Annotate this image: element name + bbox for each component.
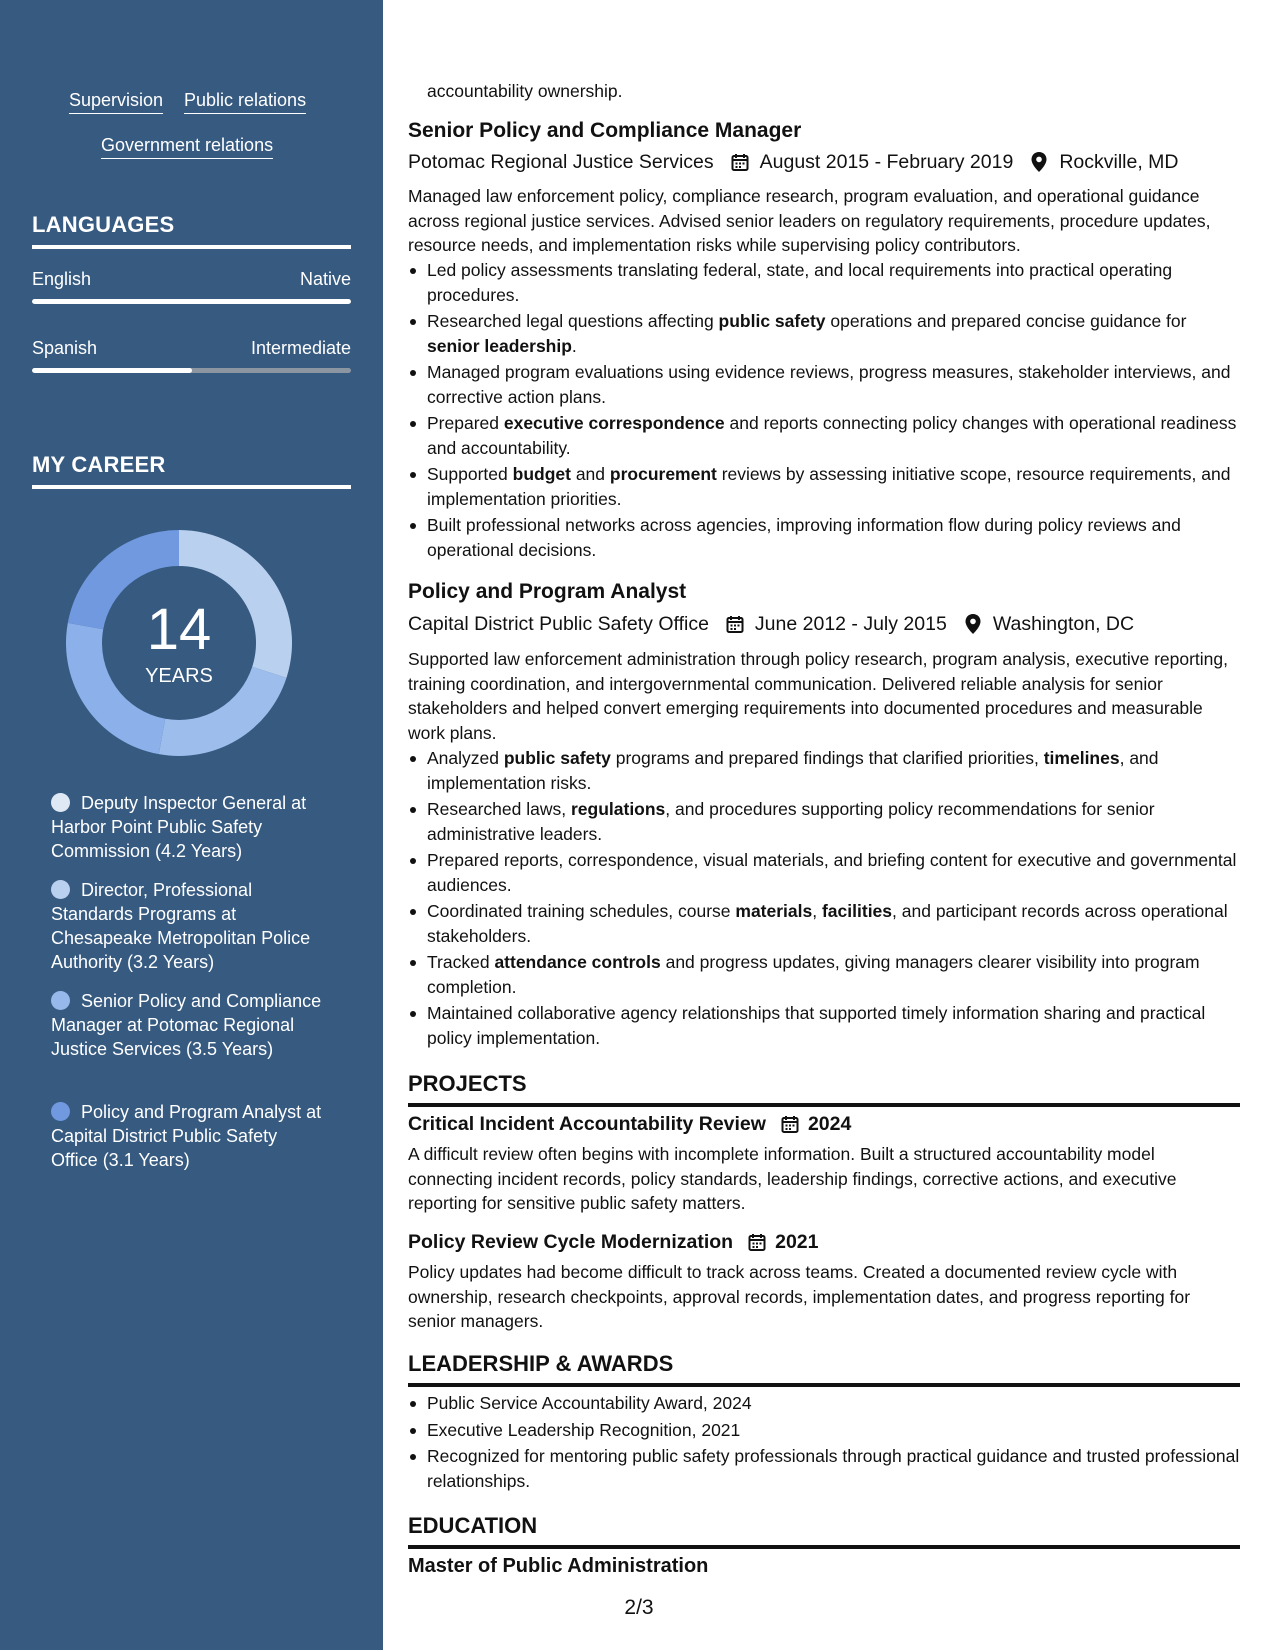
job-bullet — [408, 899, 1240, 948]
bullet-text: Researched legal questions affecting — [427, 311, 719, 331]
sidebar — [0, 0, 383, 1650]
bullet-text: Tracked — [427, 952, 495, 972]
job-dates: August 2015 - February 2019 — [759, 151, 1014, 173]
education-heading: EDUCATION — [408, 1513, 1240, 1549]
project-name: Critical Incident Accountability Review — [408, 1113, 766, 1135]
bullet-text: reviews by assessing initiative scope, resource requirements, and implementation priorities. — [427, 464, 1231, 509]
bullet-text: programs and prepared findings that clarified priorities, — [610, 748, 1044, 768]
bullet-text: and reports connecting policy changes with operational readiness and accountability. — [427, 413, 1237, 458]
project-year: 2024 — [807, 1113, 852, 1135]
career-item-text: Deputy Inspector General at Harbor Point Public Safety Commission (4.2 Years) — [51, 793, 307, 861]
job-summary: Supported law enforcement administration through policy research, program analysis, executive reporting, training coordination, and intergovernmental communication. Delivered reliable analysis for senior stakeholders and helped convert emerging requirements into documented procedures and measurable work plans. — [408, 649, 1229, 743]
bullet-text: Prepared — [427, 413, 504, 433]
calendar-icon — [778, 1112, 802, 1136]
bullet-bold-text: public safety — [718, 311, 826, 331]
language-level: Intermediate — [250, 338, 351, 358]
bullet-text: , and procedures supporting policy recommendations for senior administrative leaders. — [427, 799, 1155, 844]
career-item — [51, 878, 326, 974]
job-location: Rockville, MD — [1059, 151, 1179, 173]
career-years-number: 14 — [146, 597, 212, 662]
project-title — [408, 1111, 851, 1137]
skill-government-relations[interactable]: Government relations — [101, 134, 273, 159]
language-name: Spanish — [32, 338, 98, 358]
bullet-text: Built professional networks across agencies, improving information flow during policy reviews and operational decisions. — [427, 515, 1181, 560]
job-location: Washington, DC — [992, 613, 1135, 635]
career-item-text: Director, Professional Standards Programs at Chesapeake Metropolitan Police Authority (3.2 Years) — [51, 880, 311, 972]
languages-heading: LANGUAGES — [32, 212, 351, 249]
page-number: 2/3 — [624, 1596, 654, 1619]
career-item — [51, 791, 326, 863]
bullet-text: , and implementation risks. — [427, 748, 1159, 793]
career-item-text: Senior Policy and Compliance Manager at Potomac Regional Justice Services (3.5 Years) — [51, 991, 322, 1059]
career-dot — [51, 793, 70, 812]
calendar-icon — [745, 1230, 769, 1254]
bullet-bold-text: executive correspondence — [503, 413, 725, 433]
projects-heading: PROJECTS — [408, 1071, 1240, 1107]
bullet-text: Managed program evaluations using evidence reviews, progress measures, stakeholder interviews, and corrective action plans. — [427, 362, 1231, 407]
career-dot — [51, 991, 70, 1010]
map-pin-icon — [1027, 150, 1051, 174]
career-item-text: Policy and Program Analyst at Capital District Public Safety Office (3.1 Years) — [51, 1102, 322, 1170]
job-title: Policy and Program Analyst — [408, 580, 687, 603]
bullet-bold-text: facilities — [821, 901, 893, 921]
skill-public-relations[interactable]: Public relations — [184, 89, 306, 114]
job-bullet — [408, 746, 1240, 795]
job-bullet — [408, 797, 1240, 846]
bullet-bold-text: procurement — [609, 464, 717, 484]
job-bullet — [408, 950, 1240, 999]
bullet-bold-text: materials — [735, 901, 813, 921]
job-bullet — [408, 462, 1240, 511]
carryover-text: accountability ownership. — [427, 81, 623, 101]
award-item: Public Service Accountability Award, 2024 — [408, 1391, 1240, 1416]
language-spanish-bar — [32, 368, 351, 373]
job-title: Senior Policy and Compliance Manager — [408, 119, 802, 142]
language-spanish-fill — [32, 368, 192, 373]
bullet-text: , — [812, 901, 822, 921]
calendar-icon — [723, 612, 747, 636]
job-bullet — [408, 258, 1240, 307]
career-item — [51, 989, 326, 1061]
language-english-bar — [32, 299, 351, 304]
job-company: Capital District Public Safety Office — [408, 613, 709, 635]
job-bullet — [408, 1001, 1240, 1050]
job-bullets — [408, 258, 1240, 564]
project-description: Policy updates had become difficult to track across teams. Created a documented review cycle with ownership, research checkpoints, approval records, implementation dates, and progress reporting for senior managers. — [408, 1262, 1191, 1331]
bullet-text: Researched laws, — [427, 799, 571, 819]
bullet-bold-text: attendance controls — [494, 952, 661, 972]
career-item — [51, 1100, 326, 1172]
job-bullets — [408, 746, 1240, 1052]
bullet-text: Coordinated training schedules, course — [427, 901, 736, 921]
language-level: Native — [299, 269, 351, 289]
job-bullet — [408, 513, 1240, 562]
job-bullet — [408, 309, 1240, 358]
language-english-fill — [32, 299, 351, 304]
bullet-text: operations and prepared concise guidance for — [825, 311, 1187, 331]
bullet-text: Led policy assessments translating federal, state, and local requirements into practical operating procedures. — [427, 260, 1173, 305]
bullet-text: Prepared reports, correspondence, visual materials, and briefing content for executive and governmental audiences. — [427, 850, 1237, 895]
job-bullet — [408, 411, 1240, 460]
skill-supervision[interactable]: Supervision — [69, 89, 163, 114]
job-bullet — [408, 360, 1240, 409]
calendar-icon — [728, 150, 752, 174]
bullet-text: Analyzed — [427, 748, 504, 768]
awards-heading: LEADERSHIP & AWARDS — [408, 1351, 1240, 1387]
job-summary: Managed law enforcement policy, compliance research, program evaluation, and operational guidance across regional justice services. Advised senior leaders on regulatory requirements, procedure updates, resource needs, and implementation risks while supervising policy contributors. — [408, 186, 1211, 255]
bullet-text: and — [570, 464, 610, 484]
bullet-text: . — [571, 335, 577, 356]
bullet-bold-text: regulations — [570, 799, 666, 819]
project-description: A difficult review often begins with incomplete information. Built a structured accountability model connecting incident records, policy standards, leadership findings, corrective actions, and executive reporting for sensitive public safety matters. — [408, 1144, 1177, 1213]
bullet-text: Maintained collaborative agency relationships that supported timely information sharing and practical policy implementation. — [427, 1003, 1206, 1048]
award-item: Recognized for mentoring public safety professionals through practical guidance and trusted professional relationships. — [408, 1444, 1240, 1493]
bullet-text: and progress updates, giving managers clearer visibility into program completion. — [427, 952, 1200, 997]
bullet-bold-text: timelines — [1043, 748, 1120, 768]
bullet-bold-text: budget — [512, 464, 571, 484]
job-bullet — [408, 848, 1240, 897]
job-meta — [408, 149, 1179, 175]
career-years-label: YEARS — [145, 665, 213, 687]
project-year: 2021 — [775, 1231, 819, 1253]
job-meta — [408, 611, 1134, 637]
bullet-text: Supported — [427, 464, 513, 484]
career-heading: MY CAREER — [32, 452, 351, 489]
education-degree: Master of Public Administration — [408, 1555, 709, 1577]
language-name: English — [32, 269, 92, 289]
map-pin-icon — [961, 612, 985, 636]
award-item: Executive Leadership Recognition, 2021 — [408, 1418, 1240, 1443]
project-title — [408, 1229, 818, 1255]
job-company: Potomac Regional Justice Services — [408, 151, 714, 173]
career-dot — [51, 880, 70, 899]
bullet-text: , and participant records across operational stakeholders. — [427, 901, 1228, 946]
awards-list — [408, 1391, 1240, 1495]
project-name: Policy Review Cycle Modernization — [408, 1231, 734, 1253]
bullet-bold-text: senior leadership — [427, 335, 572, 356]
bullet-bold-text: public safety — [503, 748, 611, 768]
job-dates: June 2012 - July 2015 — [754, 613, 947, 635]
career-dot — [51, 1102, 70, 1121]
